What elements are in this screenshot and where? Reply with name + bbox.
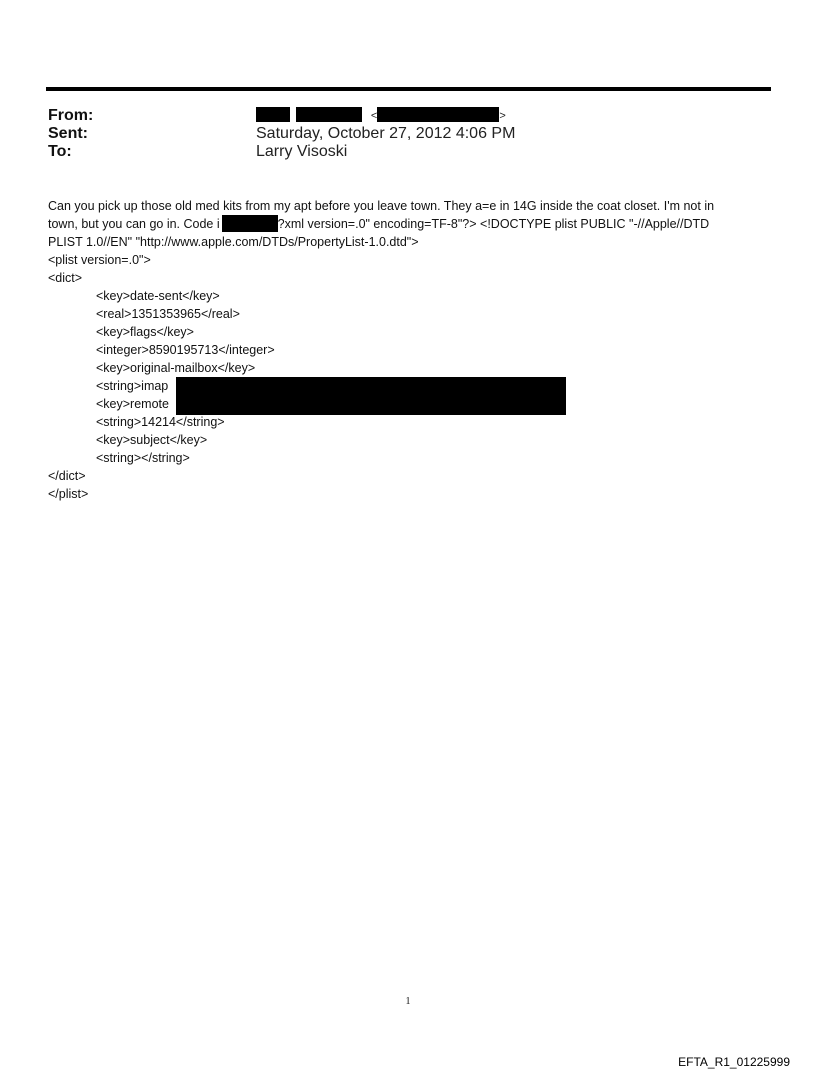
body-line: PLIST 1.0//EN" "http://www.apple.com/DTDs/PropertyList-1.0.dtd">: [48, 235, 419, 249]
body-line: </dict>: [48, 469, 86, 483]
to-value: Larry Visoski: [256, 143, 348, 160]
body-line: Can you pick up those old med kits from my apt before you leave town. They a=e in 14G inside the coat closet. I'm not in: [48, 199, 715, 213]
document-id: EFTA_R1_01225999: [678, 1055, 790, 1069]
body-line: <plist version=.0">: [48, 253, 151, 267]
redaction-block: [256, 107, 290, 122]
body-line: <real>1351353965</real>: [96, 307, 240, 321]
body-line: [48, 377, 774, 395]
body-line: <integer>8590195713</integer>: [96, 343, 275, 357]
body-line: <key>date-sent</key>: [96, 289, 220, 303]
body-text: town, but you can go in. Code i: [48, 217, 220, 231]
to-label: To:: [48, 143, 72, 160]
body-line: <dict>: [48, 271, 83, 285]
page-number: 1: [405, 996, 411, 1007]
body-line: <string></string>: [96, 451, 190, 465]
email-bracket-open: <: [370, 110, 378, 122]
from-label: From:: [48, 107, 94, 124]
body-line: <key>original-mailbox</key>: [96, 361, 256, 375]
body-text: <string>imap: [96, 379, 169, 393]
email-bracket-close: >: [499, 110, 506, 122]
redaction-block: [296, 107, 362, 122]
body-line: [48, 215, 774, 233]
body-line: </plist>: [48, 487, 89, 501]
message-body: [48, 197, 774, 503]
sent-value: Saturday, October 27, 2012 4:06 PM: [256, 125, 516, 142]
body-line: <string>14214</string>: [96, 415, 225, 429]
body-line: <key>subject</key>: [96, 433, 208, 447]
redaction-block: [377, 107, 499, 122]
from-value: [256, 106, 506, 124]
sent-label: Sent:: [48, 125, 88, 142]
header-rule: [46, 87, 771, 91]
body-line: <key>flags</key>: [96, 325, 194, 339]
body-line: <key>remote: [96, 397, 169, 411]
redaction-block: [222, 215, 278, 232]
body-text: ?xml version=.0" encoding=TF-8"?> <!DOCTYPE plist PUBLIC "-//Apple//DTD: [277, 217, 710, 231]
